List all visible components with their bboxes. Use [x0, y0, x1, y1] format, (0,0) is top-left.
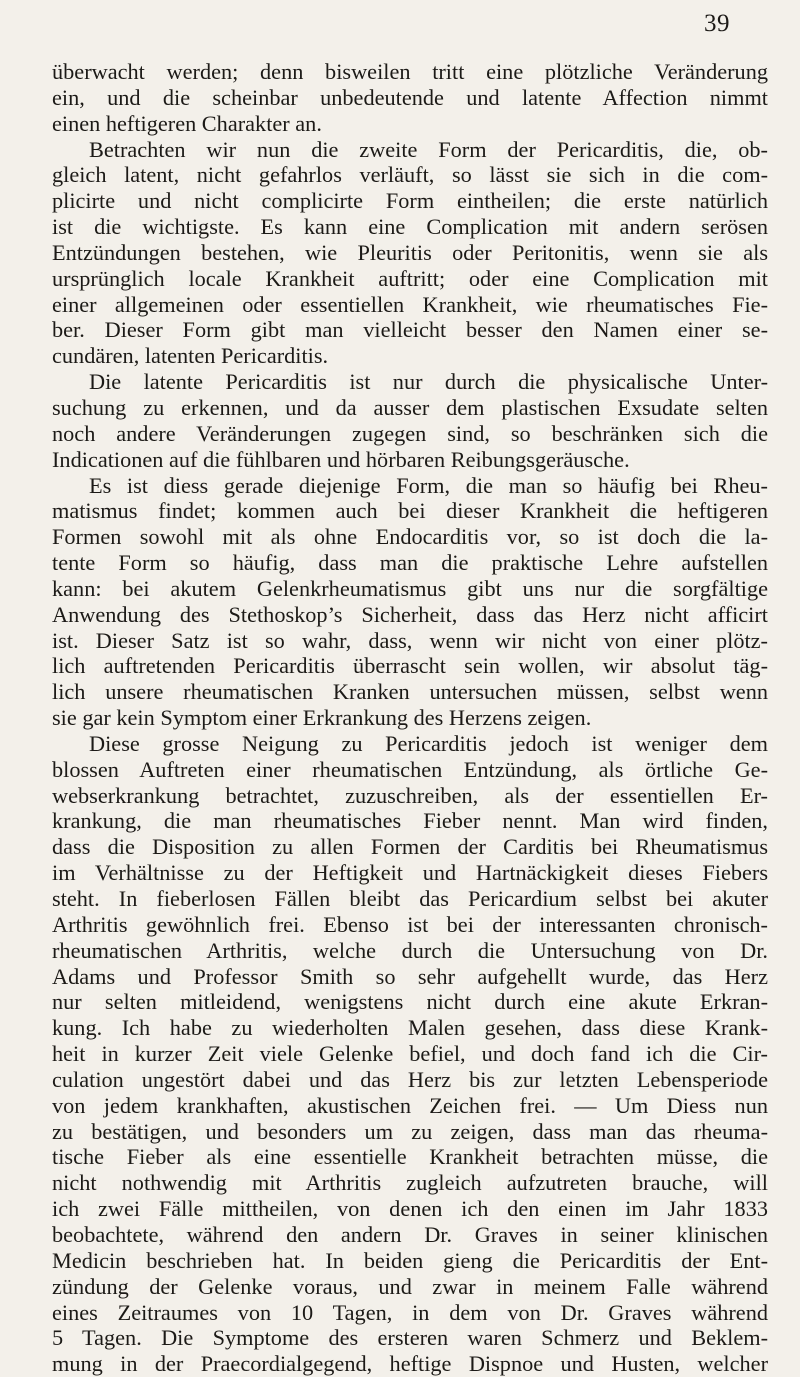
text-line: Anwendung des Stethoskop’s Sicherheit, dass das Herz nicht afficirt	[52, 601, 768, 627]
text-line: Formen sowohl mit als ohne Endocarditis vor, so ist doch die la-	[52, 524, 768, 550]
text-line: tische Fieber als eine essentielle Krankheit betrachten müsse, die	[52, 1144, 768, 1170]
text-line: ein, und die scheinbar unbedeutende und latente Affection nimmt	[52, 84, 768, 110]
text-line: Adams und Professor Smith so sehr aufgehellt wurde, das Herz	[52, 963, 768, 989]
text-line: beobachtete, während den andern Dr. Graves in seiner klinischen	[52, 1221, 768, 1247]
text-line: ursprünglich locale Krankheit auftritt; oder eine Complication mit	[52, 265, 768, 291]
text-line: steht. In fieberlosen Fällen bleibt das Pericardium selbst bei akuter	[52, 886, 768, 911]
text-line: noch andere Veränderungen zugegen sind, so beschränken sich die	[52, 420, 768, 446]
text-line: ist die wichtigste. Es kann eine Complication mit andern serösen	[52, 214, 768, 240]
text-line: tente Form so häufig, dass man die praktische Lehre aufstellen	[52, 550, 768, 576]
text-line: Entzündungen bestehen, wie Pleuritis oder Peritonitis, wenn sie als	[52, 239, 768, 265]
text-line: überwacht werden; denn bisweilen tritt eine plötzliche Veränderung	[52, 59, 768, 84]
text-line: ist. Dieser Satz ist so wahr, dass, wenn wir nicht von einer plötz-	[52, 627, 768, 653]
text-line: dass die Disposition zu allen Formen der Carditis bei Rheumatismus	[52, 834, 768, 860]
text-line: webserkrankung betrachtet, zuzuschreiben, als der essentiellen Er-	[52, 782, 768, 808]
text-line: Diese grosse Neigung zu Pericarditis jedoch ist weniger dem	[89, 730, 768, 756]
text-line: nur selten mitleidend, wenigstens nicht durch eine akute Erkran-	[52, 989, 768, 1015]
text-line: rheumatischen Arthritis, welche durch die Untersuchung von Dr.	[52, 937, 768, 963]
text-line: Betrachten wir nun die zweite Form der Pericarditis, die, ob-	[89, 136, 768, 162]
text-line: suchung zu erkennen, und da ausser dem plastischen Exsudate selten	[52, 394, 768, 420]
text-line: matismus findet; kommen auch bei dieser Krankheit die heftigeren	[52, 498, 768, 524]
text-line: heit in kurzer Zeit viele Gelenke befiel, und doch fand ich die Cir-	[52, 1041, 768, 1067]
text-line: culation ungestört dabei und das Herz bis zur letzten Lebensperiode	[52, 1066, 768, 1092]
text-line: ich zwei Fälle mittheilen, von denen ich den einen im Jahr 1833	[52, 1196, 768, 1222]
text-line: Arthritis gewöhnlich frei. Ebenso ist bei der interessanten chronisch-	[52, 911, 768, 937]
text-line: plicirte und nicht complicirte Form eintheilen; die erste natürlich	[52, 188, 768, 214]
text-line: eines Zeitraumes von 10 Tagen, in dem von Dr. Graves während	[52, 1299, 768, 1325]
text-line: Es ist diess gerade diejenige Form, die man so häufig bei Rheu-	[89, 472, 768, 498]
page-number: 39	[704, 10, 730, 37]
text-line: ber. Dieser Form gibt man vielleicht besser den Namen einer se-	[52, 317, 768, 343]
text-line: gleich latent, nicht gefahrlos verläuft, so lässt sie sich in die com-	[52, 162, 768, 188]
text-line: cundären, latenten Pericarditis.	[52, 343, 329, 369]
text-line: zündung der Gelenke voraus, und zwar in meinem Falle während	[52, 1273, 768, 1299]
text-line: zu bestätigen, und besonders um zu zeigen, dass man das rheuma-	[52, 1118, 768, 1144]
body-text	[52, 59, 768, 1377]
text-line: kann: bei akutem Gelenkrheumatismus gibt uns nur die sorgfältige	[52, 575, 768, 601]
text-line: blossen Auftreten einer rheumatischen Entzündung, als örtliche Ge-	[52, 756, 768, 782]
text-line: nicht nothwendig mit Arthritis zugleich aufzutreten brauche, will	[52, 1170, 768, 1196]
text-line: Die latente Pericarditis ist nur durch die physicalische Unter-	[89, 369, 768, 395]
text-line: lich unsere rheumatischen Kranken untersuchen müssen, selbst wenn	[52, 679, 768, 705]
text-line: im Verhältnisse zu der Heftigkeit und Hartnäckigkeit dieses Fiebers	[52, 860, 768, 886]
text-line: krankung, die man rheumatisches Fieber nennt. Man wird finden,	[52, 808, 768, 834]
text-line: von jedem krankhaften, akustischen Zeichen frei. — Um Diess nun	[52, 1092, 768, 1118]
text-line: Indicationen auf die fühlbaren und hörbaren Reibungsgeräusche.	[52, 446, 630, 472]
text-line: einer allgemeinen oder essentiellen Krankheit, wie rheumatisches Fie-	[52, 291, 768, 317]
text-line: lich auftretenden Pericarditis überrascht sein wollen, wir absolut täg-	[52, 653, 768, 679]
text-line: sie gar kein Symptom einer Erkrankung des Herzens zeigen.	[52, 705, 592, 731]
text-line: Medicin beschrieben hat. In beiden gieng die Pericarditis der Ent-	[52, 1247, 768, 1273]
text-line: 5 Tagen. Die Symptome des ersteren waren Schmerz und Beklem-	[52, 1325, 768, 1351]
text-line: kung. Ich habe zu wiederholten Malen gesehen, dass diese Krank-	[52, 1015, 768, 1041]
text-line: mung in der Praecordialgegend, heftige Dispnoe und Husten, welcher	[52, 1351, 768, 1377]
text-line: einen heftigeren Charakter an.	[52, 110, 322, 136]
